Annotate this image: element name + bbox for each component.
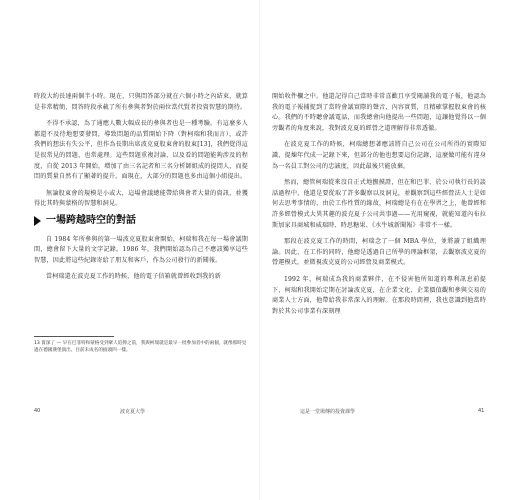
book-gutter — [259, 0, 261, 500]
left-paragraph-2: 不得不承認，為了通應人數大幅成長的參與者也是一種考驗。有這麼多人都還不及待地想要發問，導致問題的品質開始下降（對柯瑞和我而言），或許我們的想法有失公平，但作為長期出席波克夏股東會的股東[13]，我們覺得這是很常見的問題，也常處理。這些問題重複討論、以及看的問題能夠涉及的程度，自從 2013 年開始，增加了由三名記者和三名分析師組成的提問人，而提問的質量自然有了顯著的提升。面現在，大部分的問題也多由這個小組提出。 — [34, 120, 248, 181]
left-page-number: 40 — [34, 408, 41, 414]
left-paragraph-4: 自 1984 年所參與的第一場波克夏股東會開始，柯瑞和我在每一場會議期間，總會留下大量的文字記錄。1986 年，我們開始認為自己不應該獨享這些智慧，因此將這些紀錄寄給了朋友和客戶，作為公司發行的新聞報。 — [34, 235, 248, 264]
left-running-title: 波克夏大學 — [120, 409, 146, 415]
right-paragraph-3: 然而，總管柯瑞從來沒自正式地撫摸證，但在和巴菲、於公司執行長的談話過程中，他還是要從取了許多觀察以及洞見，並觀察到這些經營法人士是如何去思考事情的、由於工作性質的緣故，柯瑞總是有在在學習之上，他曾經和許多經營模式大異其趣的波克夏子公司共事過——光用窺視，就能知道內布拉斯加家具商城和威瑞時、時思糖果、《水牛城新聞報》非常不一樣。 — [272, 179, 486, 229]
section-heading-text: 一場跨越時空的對話 — [46, 214, 136, 226]
right-paragraph-4: 那段在波克夏工作的時間，柯瑞念了一個 MBA 學位，並將讀了組織理論。因此，在工作的同時，他總是透過自己所學的理論框架，去觀察波克夏的營運模式，並微視波克夏的公司經營及商業模式。 — [272, 238, 486, 267]
footnote-divider — [34, 336, 114, 337]
left-paragraph-3: 無論股東會的規模是小或大，這場會議總能帶給與會者大量的資訊，並獲得比其時與蒙格的智慧和洞見。 — [34, 189, 248, 208]
right-paragraph-1: 開始收件欄之中。他還記得自己當時非常喜歡且享受閱讀我的電子報，他認為我的電子報捕捉到了當時會議實際的聲音、內容實質，且精確掌握股東會的核心。我們的不時聽會議電話，而我總會向他提出一些問題，這讓他覺得以一個旁觀者的角度來說，我對波克夏的經營之道理解得非常透徹。 — [272, 93, 486, 132]
right-running-title: 這是一堂場傳的投資課學 — [300, 409, 356, 415]
triangle-bullet-icon — [34, 216, 41, 226]
right-page — [272, 92, 486, 422]
right-page-number: 41 — [478, 408, 485, 414]
left-paragraph-1: 時段大約長達兩個半小時。現在，只與問答部分就在六個小時之內結束，就算是非常精簡，問答時段承載了所有參與者對於兩位當代賢者投資智慧的期待。 — [34, 93, 248, 111]
left-paragraph-5: 當柯瑞還在波克夏工作的時候，他的電子信箱就曾經收到我的新 — [46, 273, 221, 281]
right-paragraph-2: 在波克夏工作的時候，柯瑞總想著應該將自己公司在公司所得的實際知識，提煉年代成一記錄下來，但部分的他也想要這份記錄，這麼做可能有違身為一名員工對公司的忠誠度，因此最後只能放棄。 — [272, 141, 486, 170]
section-heading — [34, 216, 248, 227]
left-page — [34, 92, 248, 422]
footnote: 13 資深了 — 早在巴菲特和蒙格受到眾人追捧之前，我與柯瑞就是最早一批參加者中的兩個，就像那時見過在德國漢堡演出、目前未成名的披頭四一樣。 — [34, 341, 247, 353]
right-paragraph-5: 1992 年，柯瑞成為我的商業夥伴，在不侵害他所知道的專利訊息前提下，柯瑞和我開始定期在討論波克夏，在企業文化、企業價值觀和參與交易的商業人士方面，他帶給我非常深入的理解。在那段時間裡，我也意識到他當時對於其公司事業有深刻理 — [272, 275, 486, 315]
